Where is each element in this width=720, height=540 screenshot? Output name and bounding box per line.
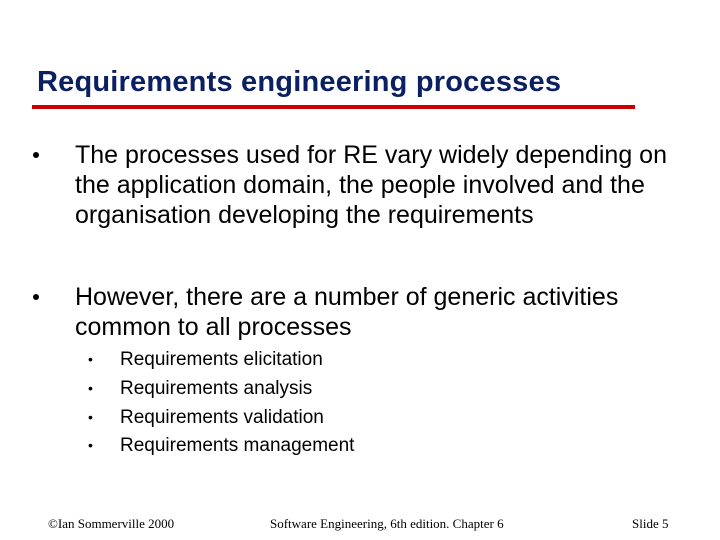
sub-bullet-item — [0, 404, 720, 432]
slide-title: Requirements engineering processes — [37, 66, 562, 98]
sub-bullet-text: Requirements elicitation — [120, 349, 323, 370]
bullet-dot-icon — [33, 294, 39, 300]
title-underline — [32, 105, 635, 109]
footer-slide-number: Slide 5 — [632, 516, 669, 531]
footer-book-title: Software Engineering, 6th edition. Chapter 6 — [270, 516, 504, 531]
sub-bullet-dot-icon: • — [88, 437, 93, 453]
sub-bullet-item — [0, 375, 720, 403]
sub-bullet-text: Requirements management — [120, 435, 355, 456]
sub-bullet-text: Requirements analysis — [120, 378, 313, 399]
sub-bullet-text: Requirements validation — [120, 407, 324, 428]
bullet-dot-icon — [33, 152, 39, 158]
bullet-text: The processes used for RE vary widely depending on the application domain, the people involved and the organisation developing the requirements — [75, 141, 667, 229]
sub-bullet-item — [0, 346, 720, 374]
sub-bullet-item — [0, 432, 720, 460]
sub-bullet-dot-icon: • — [88, 409, 93, 425]
sub-bullet-dot-icon: • — [88, 351, 93, 367]
bullet-text: However, there are a number of generic activities common to all processes — [75, 283, 619, 341]
sub-bullet-dot-icon: • — [88, 380, 93, 396]
footer-copyright: ©Ian Sommerville 2000 — [48, 516, 175, 531]
